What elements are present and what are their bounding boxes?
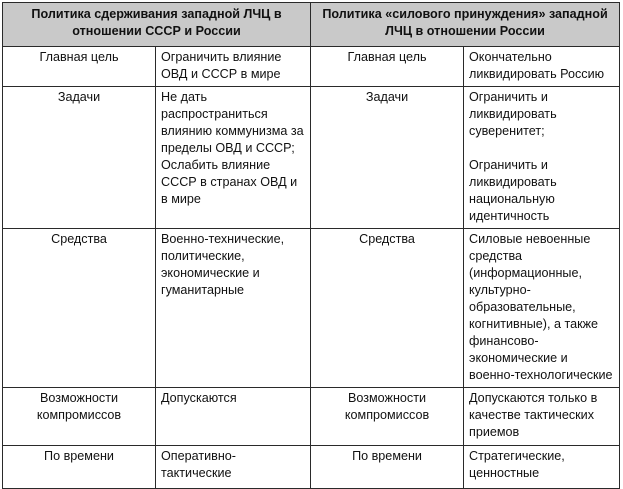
table-row (3, 47, 620, 87)
table-row (3, 388, 620, 446)
table-row (3, 446, 620, 489)
table-row (3, 87, 620, 229)
left-criterion-cell: Главная цель (3, 47, 156, 87)
header-coercion-policy: Политика «силового принуждения» западной ЛЧЦ в отношении России (311, 3, 620, 47)
right-value-cell: Силовые невоенные средства (информационные, культурно-образовательные, когнитивные), а также финансово-экономические и военно-технологические (464, 229, 620, 388)
right-criterion-cell: По времени (311, 446, 464, 489)
table-header-row (3, 3, 620, 47)
left-task-1: Не дать распространиться влиянию коммунизма за пределы ОВД и СССР; (161, 90, 304, 155)
right-criterion-cell: Задачи (311, 87, 464, 229)
left-criterion-cell: Средства (3, 229, 156, 388)
left-task-2: Ослабить влияние СССР в странах ОВД и в мире (161, 158, 298, 206)
comparison-table (2, 2, 620, 489)
right-task-1: Ограничить и ликвидировать суверенитет; (469, 90, 557, 138)
right-criterion-cell: Средства (311, 229, 464, 388)
left-value-cell: Оперативно-тактические (156, 446, 311, 489)
right-value-cell: Допускаются только в качестве тактических приемов (464, 388, 620, 446)
left-criterion-cell: По времени (3, 446, 156, 489)
table-row (3, 229, 620, 388)
right-value-cell (464, 87, 620, 229)
header-containment-policy: Политика сдерживания западной ЛЧЦ в отношении СССР и России (3, 3, 311, 47)
left-value-cell: Военно-технические, политические, экономические и гуманитарные (156, 229, 311, 388)
left-value-cell: Ограничить влияние ОВД и СССР в мире (156, 47, 311, 87)
right-value-cell: Окончательно ликвидировать Россию (464, 47, 620, 87)
left-criterion-cell: Задачи (3, 87, 156, 229)
left-criterion-cell: Возможности компромиссов (3, 388, 156, 446)
paragraph-gap (469, 140, 614, 157)
left-value-cell (156, 87, 311, 229)
left-value-cell: Допускаются (156, 388, 311, 446)
right-criterion-cell: Главная цель (311, 47, 464, 87)
right-value-cell: Стратегические, ценностные (464, 446, 620, 489)
right-task-2: Ограничить и ликвидировать национальную идентичность (469, 158, 557, 223)
right-criterion-cell: Возможности компромиссов (311, 388, 464, 446)
